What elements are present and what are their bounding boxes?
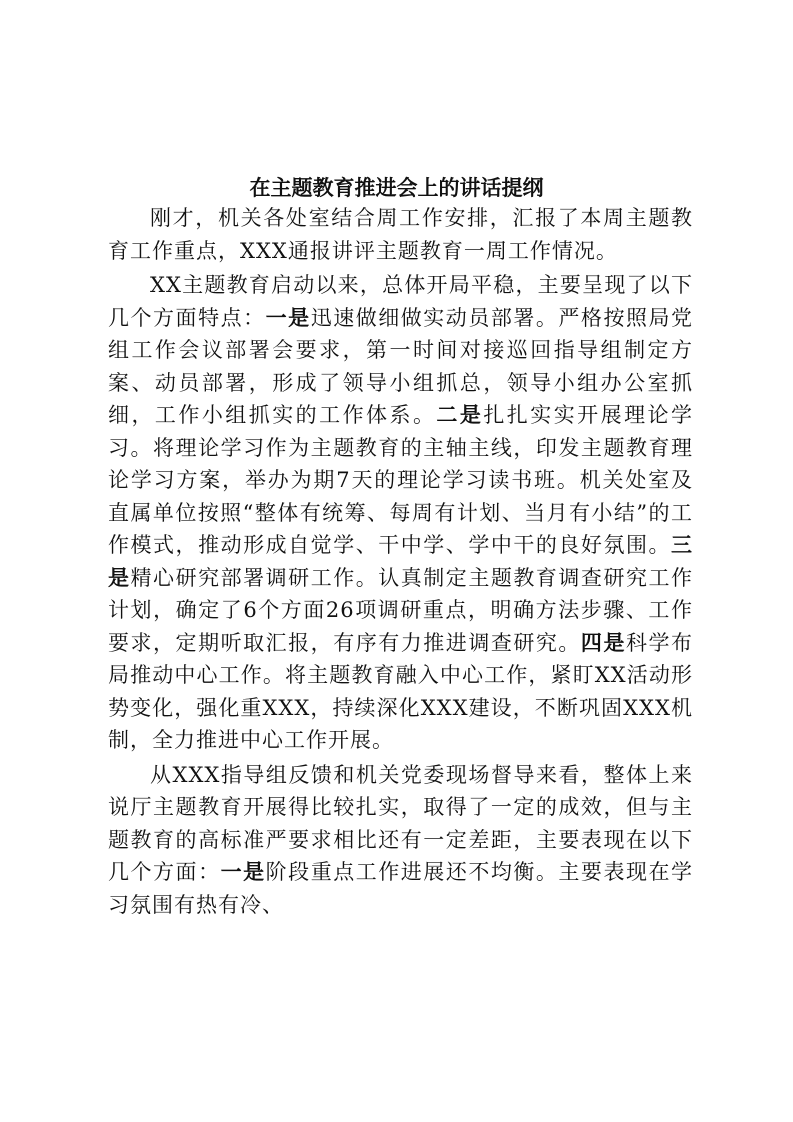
paragraph-text: 扎扎实实开展理论学习。将理论学习作为主题教育的主轴主线，印发主题教育理论学习方案，举办为期7天的理论学习读书班。机关处室及直属单位按照“整体有统筹、每周有计划、当月有小结”的工作模式，推动形成自觉学、干中学、学中干的良好氛围。 xyxy=(108,403,694,557)
point-marker-2: 二是 xyxy=(436,402,484,427)
document-body xyxy=(108,202,693,921)
paragraph-text: 刚才，机关各处室结合周工作安排，汇报了本周主题教育工作重点，XXX通报讲评主题教育一周工作情况。 xyxy=(108,206,693,263)
paragraph-2 xyxy=(108,269,693,757)
paragraph-text: 精心研究部署调研工作。认真制定主题教育调查研究工作计划，确定了6个方面26项调研重点，明确方法步骤、工作要求，定期听取汇报，有序有力推进调查研究。 xyxy=(108,565,694,655)
point-marker-1: 一是 xyxy=(265,304,311,330)
paragraph-text: 科学布局推动中心工作。将主题教育融入中心工作，紧盯XX活动形势变化，强化重XXX，持续深化XXX建设，不断巩固XXX机制，全力推进中心工作开展。 xyxy=(108,630,694,752)
paragraph-text: 从XXX指导组反馈和机关党委现场督导来看，整体上来说厅主题教育开展得比较扎实，取得了一定的成效，但与主题教育的高标准严要求相比还有一定差距，主要表现在以下几个方面： xyxy=(108,762,693,884)
paragraph-1 xyxy=(108,202,693,267)
point-marker-3: 三是 xyxy=(108,532,693,590)
paragraph-text: XX主题教育启动以来，总体开局平稳，主要呈现了以下几个方面特点： xyxy=(108,273,693,330)
point-marker-4: 四是 xyxy=(580,629,626,655)
paragraph-text: 阶段重点工作进展还不均衡。主要表现在学习氛围有热有冷、 xyxy=(108,860,694,917)
paragraph-3 xyxy=(108,759,693,922)
document-title: 在主题教育推进会上的讲话提纲 xyxy=(249,175,544,200)
paragraph-text: 迅速做细做实动员部署。严格按照局党组工作会议部署会要求，第一时间对接巡回指导组制定方案、动员部署，形成了领导小组抓总，领导小组办公室抓细，工作小组抓实的工作体系。 xyxy=(108,305,694,427)
point-marker-1: 一是 xyxy=(220,859,266,884)
